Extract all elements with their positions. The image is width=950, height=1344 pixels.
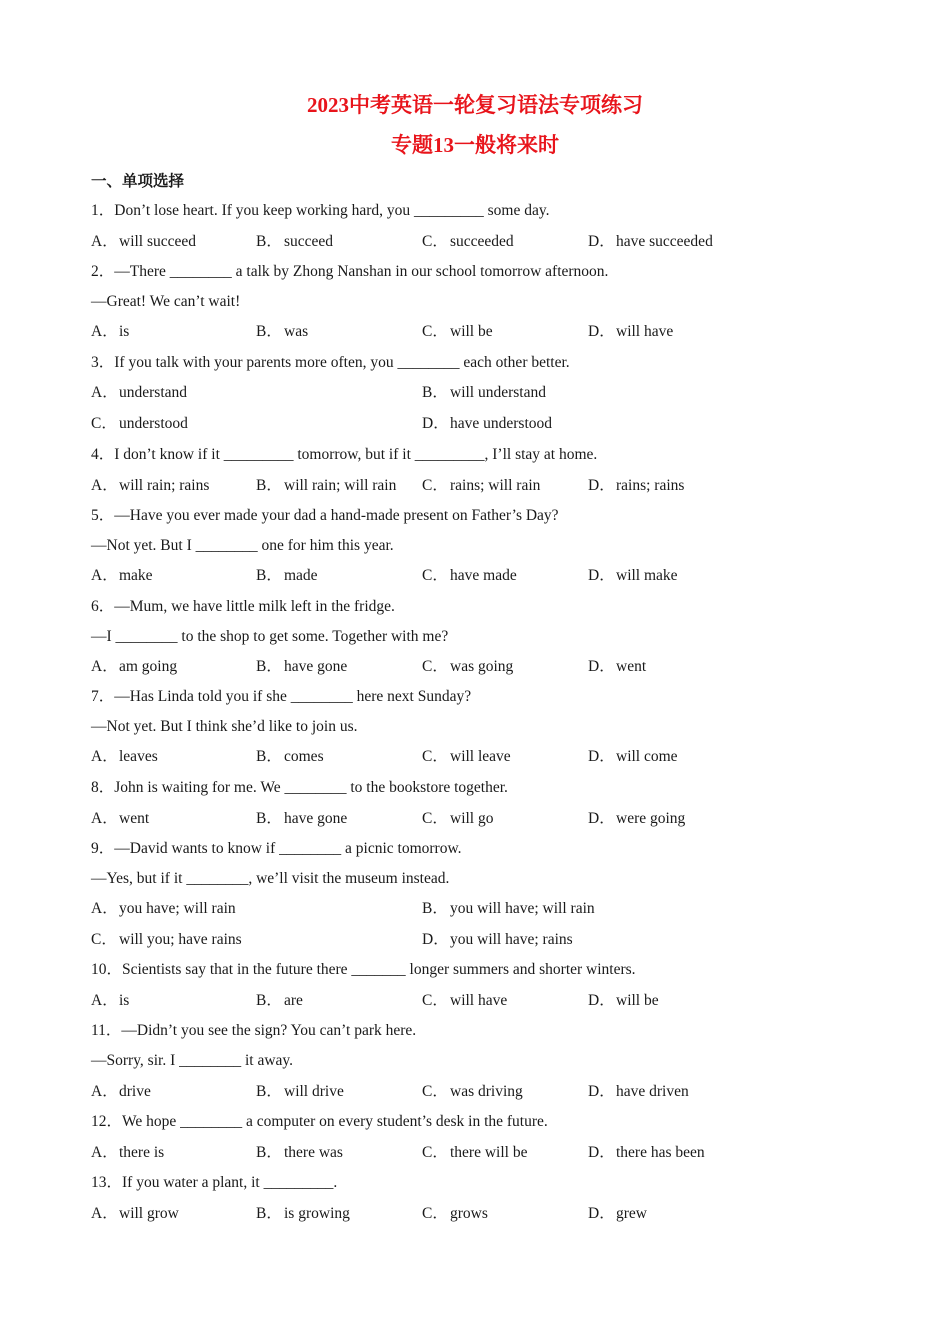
option-text: rains; rains <box>616 477 685 494</box>
option-text: am going <box>119 658 178 675</box>
option-letter: D． <box>588 1083 615 1100</box>
option-letter: D． <box>588 992 615 1009</box>
option-text: are <box>284 992 303 1009</box>
option-letter: A． <box>91 567 118 584</box>
option-letter: C． <box>422 1083 448 1100</box>
option-text: you will have; will rain <box>450 900 595 917</box>
option-text: drive <box>119 1083 151 1100</box>
option-text: is growing <box>284 1205 350 1222</box>
option-text: you have; will rain <box>119 900 236 917</box>
option-c[interactable] <box>422 476 540 496</box>
option-text: will rain; will rain <box>284 477 397 494</box>
option-b[interactable] <box>256 1082 344 1102</box>
option-d[interactable] <box>588 747 678 767</box>
option-letter: B． <box>256 1083 282 1100</box>
option-letter: B． <box>422 384 448 401</box>
option-text: made <box>284 567 318 584</box>
option-letter: B． <box>256 323 282 340</box>
option-letter: C． <box>422 233 448 250</box>
option-letter: B． <box>256 233 282 250</box>
option-a[interactable] <box>91 747 158 767</box>
option-d[interactable] <box>422 414 552 434</box>
option-letter: D． <box>588 810 615 827</box>
option-text: you will have; rains <box>450 931 573 948</box>
option-letter: A． <box>91 1205 118 1222</box>
option-letter: C． <box>422 748 448 765</box>
option-letter: B． <box>256 992 282 1009</box>
option-letter: B． <box>256 748 282 765</box>
option-c[interactable] <box>422 232 514 252</box>
option-d[interactable] <box>588 476 684 496</box>
option-letter: C． <box>422 477 448 494</box>
question-stem: 2．—There ________ a talk by Zhong Nanshan in our school tomorrow afternoon. <box>91 263 609 280</box>
option-text: there has been <box>616 1144 705 1161</box>
option-b[interactable] <box>256 322 308 342</box>
option-a[interactable] <box>91 899 236 919</box>
option-letter: C． <box>91 415 117 432</box>
option-text: there was <box>284 1144 343 1161</box>
option-a[interactable] <box>91 991 129 1011</box>
question-stem: 11．—Didn’t you see the sign? You can’t park here. <box>91 1022 417 1039</box>
option-text: will understand <box>450 384 546 401</box>
question-stem: 9．—David wants to know if ________ a picnic tomorrow. <box>91 840 462 857</box>
question-dialogue-line: —Sorry, sir. I ________ it away. <box>91 1052 294 1069</box>
option-c[interactable] <box>422 1143 527 1163</box>
option-a[interactable] <box>91 322 129 342</box>
option-d[interactable] <box>588 1143 705 1163</box>
option-text: leaves <box>119 748 158 765</box>
question-stem: 7．—Has Linda told you if she ________ here next Sunday? <box>91 688 472 705</box>
option-c[interactable] <box>91 930 242 950</box>
question-dialogue-line: —Great! We can’t wait! <box>91 293 241 310</box>
option-text: have gone <box>284 810 348 827</box>
option-text: have understood <box>450 415 553 432</box>
question-stem: 12．We hope ________ a computer on every student’s desk in the future. <box>91 1113 548 1130</box>
question-stem: 4．I don’t know if it _________ tomorrow, but if it _________, I’ll stay at home. <box>91 446 598 463</box>
option-c[interactable] <box>422 566 517 586</box>
option-text: have made <box>450 567 517 584</box>
question-stem: 6．—Mum, we have little milk left in the fridge. <box>91 598 395 615</box>
option-text: were going <box>616 810 686 827</box>
option-letter: C． <box>422 323 448 340</box>
option-c[interactable] <box>422 747 511 767</box>
option-letter: C． <box>422 992 448 1009</box>
option-text: will you; have rains <box>119 931 242 948</box>
option-a[interactable] <box>91 1204 179 1224</box>
option-text: will be <box>616 992 659 1009</box>
option-letter: D． <box>588 658 615 675</box>
option-letter: C． <box>422 658 448 675</box>
document-title: 2023中考英语一轮复习语法专项练习 <box>307 93 643 117</box>
option-a[interactable] <box>91 383 187 403</box>
option-c[interactable] <box>422 1204 488 1224</box>
option-letter: A． <box>91 992 118 1009</box>
question-stem: 13．If you water a plant, it _________. <box>91 1174 338 1191</box>
option-letter: A． <box>91 477 118 494</box>
question-dialogue-line: —I ________ to the shop to get some. Together with me? <box>91 628 449 645</box>
option-b[interactable] <box>422 899 595 919</box>
option-b[interactable] <box>256 1204 350 1224</box>
option-letter: D． <box>422 415 449 432</box>
option-text: will grow <box>119 1205 179 1222</box>
option-text: understand <box>119 384 188 401</box>
option-text: there will be <box>450 1144 528 1161</box>
option-b[interactable] <box>256 809 347 829</box>
option-letter: A． <box>91 658 118 675</box>
option-text: will come <box>616 748 678 765</box>
option-letter: B． <box>256 1205 282 1222</box>
section-heading: 一、单项选择 <box>91 173 185 190</box>
option-d[interactable] <box>588 232 713 252</box>
option-d[interactable] <box>588 657 646 677</box>
option-text: have succeeded <box>616 233 713 250</box>
option-letter: C． <box>422 1144 448 1161</box>
option-letter: A． <box>91 900 118 917</box>
option-text: was <box>284 323 309 340</box>
option-letter: A． <box>91 233 118 250</box>
option-text: will leave <box>450 748 511 765</box>
option-letter: B． <box>256 1144 282 1161</box>
option-letter: C． <box>422 567 448 584</box>
question-dialogue-line: —Not yet. But I think she’d like to join us. <box>91 718 358 735</box>
option-a[interactable] <box>91 476 209 496</box>
question-stem: 10．Scientists say that in the future there _______ longer summers and shorter winters. <box>91 961 636 978</box>
option-letter: B． <box>256 658 282 675</box>
option-c[interactable] <box>422 322 493 342</box>
option-text: understood <box>119 415 188 432</box>
option-text: will rain; rains <box>119 477 210 494</box>
option-text: is <box>119 992 130 1009</box>
option-letter: D． <box>588 323 615 340</box>
option-letter: A． <box>91 1083 118 1100</box>
option-a[interactable] <box>91 657 177 677</box>
question-dialogue-line: —Not yet. But I ________ one for him this year. <box>91 537 394 554</box>
option-a[interactable] <box>91 809 149 829</box>
option-b[interactable] <box>256 232 333 252</box>
option-c[interactable] <box>422 1082 523 1102</box>
option-b[interactable] <box>256 476 396 496</box>
option-text: was driving <box>450 1083 523 1100</box>
option-text: there is <box>119 1144 165 1161</box>
option-text: rains; will rain <box>450 477 541 494</box>
option-text: is <box>119 323 130 340</box>
option-letter: A． <box>91 384 118 401</box>
option-text: went <box>119 810 150 827</box>
option-d[interactable] <box>588 1082 689 1102</box>
option-text: will succeed <box>119 233 197 250</box>
question-dialogue-line: —Yes, but if it ________, we’ll visit the museum instead. <box>91 870 450 887</box>
option-letter: B． <box>422 900 448 917</box>
option-letter: C． <box>422 810 448 827</box>
option-text: will have <box>450 992 508 1009</box>
option-text: went <box>616 658 647 675</box>
option-b[interactable] <box>256 991 303 1011</box>
option-text: have driven <box>616 1083 689 1100</box>
option-b[interactable] <box>256 566 318 586</box>
option-text: will drive <box>284 1083 344 1100</box>
question-stem: 8．John is waiting for me. We ________ to the bookstore together. <box>91 779 508 796</box>
option-letter: A． <box>91 748 118 765</box>
option-b[interactable] <box>256 747 324 767</box>
question-stem: 5．—Have you ever made your dad a hand-made present on Father’s Day? <box>91 507 559 524</box>
option-c[interactable] <box>422 991 507 1011</box>
option-d[interactable] <box>588 809 685 829</box>
option-letter: A． <box>91 810 118 827</box>
option-d[interactable] <box>422 930 573 950</box>
option-letter: A． <box>91 323 118 340</box>
option-letter: A． <box>91 1144 118 1161</box>
option-text: will have <box>616 323 674 340</box>
option-text: make <box>119 567 153 584</box>
option-letter: D． <box>588 748 615 765</box>
option-a[interactable] <box>91 1082 151 1102</box>
option-text: will make <box>616 567 678 584</box>
option-text: succeed <box>284 233 334 250</box>
question-stem: 3．If you talk with your parents more often, you ________ each other better. <box>91 354 570 371</box>
option-text: will be <box>450 323 493 340</box>
option-a[interactable] <box>91 1143 164 1163</box>
option-text: succeeded <box>450 233 514 250</box>
option-b[interactable] <box>422 383 546 403</box>
option-c[interactable] <box>91 414 188 434</box>
option-text: was going <box>450 658 514 675</box>
option-d[interactable] <box>588 566 678 586</box>
option-text: grows <box>450 1205 488 1222</box>
option-letter: D． <box>588 1144 615 1161</box>
option-d[interactable] <box>588 991 659 1011</box>
option-d[interactable] <box>588 322 673 342</box>
option-c[interactable] <box>422 809 494 829</box>
option-a[interactable] <box>91 566 153 586</box>
document-subtitle: 专题13一般将来时 <box>391 133 559 157</box>
option-text: have gone <box>284 658 348 675</box>
option-letter: D． <box>588 233 615 250</box>
option-letter: C． <box>91 931 117 948</box>
question-stem: 1．Don’t lose heart. If you keep working hard, you _________ some day. <box>91 202 550 219</box>
option-letter: C． <box>422 1205 448 1222</box>
option-b[interactable] <box>256 657 347 677</box>
option-b[interactable] <box>256 1143 343 1163</box>
option-text: will go <box>450 810 494 827</box>
option-d[interactable] <box>588 1204 647 1224</box>
option-letter: D． <box>588 567 615 584</box>
option-letter: B． <box>256 810 282 827</box>
option-text: comes <box>284 748 324 765</box>
option-a[interactable] <box>91 232 196 252</box>
option-letter: D． <box>422 931 449 948</box>
option-letter: D． <box>588 477 615 494</box>
option-letter: B． <box>256 567 282 584</box>
option-text: grew <box>616 1205 647 1222</box>
option-letter: D． <box>588 1205 615 1222</box>
option-c[interactable] <box>422 657 513 677</box>
option-letter: B． <box>256 477 282 494</box>
